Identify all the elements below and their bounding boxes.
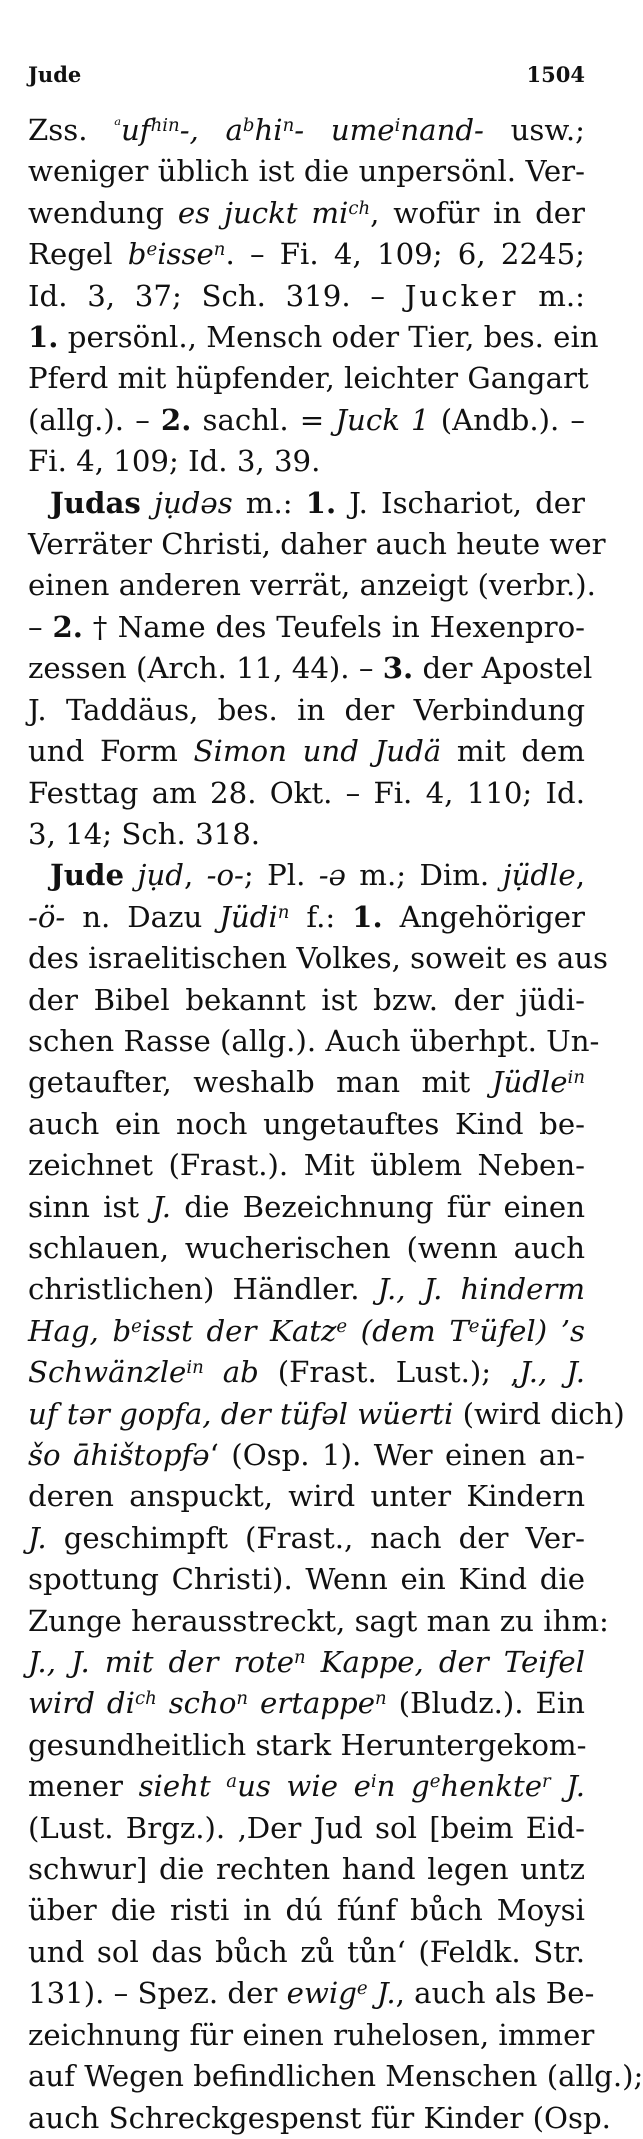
text-segment: m.: (232, 485, 306, 520)
text-segment: Schwänzle (28, 1355, 187, 1390)
text-segment: , (575, 858, 585, 893)
text-segment: getaufter, weshalb man mit (28, 1065, 492, 1100)
superscript: hin (150, 114, 180, 136)
text-line (28, 234, 585, 275)
text-line (28, 317, 599, 358)
text-segment: J. Ischariot, der (336, 485, 585, 520)
text-line (28, 607, 585, 648)
text-line (28, 1559, 585, 1600)
text-segment: J., J. mit der rote (28, 1645, 294, 1680)
superscript: e (429, 1771, 441, 1793)
text-segment: Pferd mit hüpfender, leichter Gangart (28, 361, 589, 396)
text-segment: - ume (294, 113, 395, 147)
text-segment: jụdəs (153, 485, 233, 520)
text-segment: uf (120, 113, 151, 147)
text-segment: 2. (160, 402, 192, 437)
text-segment: n. Dazu (65, 899, 220, 934)
text-segment: Jucker (404, 278, 519, 313)
superscript: ch (134, 1688, 157, 1710)
text-line (28, 897, 585, 938)
text-segment (124, 858, 137, 892)
text-segment: ‘ (Osp. 1). Wer einen an- (209, 1438, 585, 1472)
text-segment: über die risti in dú fúnf bůch Moysi (28, 1893, 585, 1928)
superscript: e (336, 1315, 348, 1337)
text-line (28, 441, 585, 482)
text-segment: usw.; (483, 113, 585, 147)
text-segment: – (28, 609, 53, 644)
superscript: a (226, 1771, 238, 1793)
text-line (28, 1021, 600, 1062)
text-segment: (allg.). – (28, 402, 161, 437)
text-segment: wendung (28, 195, 178, 230)
text-line (28, 193, 585, 234)
text-line (28, 1973, 595, 2014)
text-segment: . – Fi. 4, 109; 6, 2245; (225, 237, 585, 272)
text-segment: J., J. (519, 1355, 585, 1390)
text-segment: schwur] die rechten hand legen untz (28, 1852, 585, 1887)
text-segment: deren anspuckt, wird unter Kindern (28, 1479, 585, 1514)
text-segment: a (225, 113, 243, 147)
text-segment: sieht (138, 1769, 227, 1804)
page-number: 1504 (526, 62, 585, 87)
text-segment: isst der Katz (141, 1313, 337, 1348)
text-segment: sachl. = (191, 402, 336, 437)
text-segment: Id. 3, 37; Sch. 319. – (28, 278, 405, 313)
text-segment: weniger üblich ist die unpersönl. Ver- (28, 154, 585, 189)
text-line (28, 690, 585, 731)
text-line (28, 276, 585, 317)
text-line (28, 814, 585, 855)
superscript: ᵃ (114, 114, 121, 136)
text-segment: und sol das bůch zů tůn‘ (Feldk. Str. (28, 1934, 585, 1969)
text-segment: geschimpft (Frast., nach der Ver- (46, 1520, 585, 1555)
text-segment: Judas (50, 485, 141, 520)
text-segment: 1. (28, 320, 59, 355)
text-line (28, 1766, 585, 1807)
text-line (28, 855, 585, 896)
text-line (28, 483, 585, 524)
text-segment: der Apostel (413, 651, 593, 686)
superscript: n (282, 114, 295, 136)
superscript: r (542, 1771, 551, 1793)
superscript: n (277, 901, 290, 923)
text-line (28, 1311, 585, 1352)
text-segment: auf Wegen befindlichen Menschen (allg.); (28, 2059, 643, 2094)
text-segment: mener (28, 1769, 139, 1804)
text-segment: 2. (52, 609, 83, 644)
text-segment: 3, 14; Sch. 318. (28, 816, 261, 851)
text-line (28, 565, 596, 606)
text-segment: scho (156, 1686, 237, 1721)
text-segment: schlauen, wucherischen (wenn auch (28, 1230, 585, 1265)
text-line (28, 1145, 585, 1186)
text-segment: Regel (28, 237, 128, 272)
text-line (28, 1062, 585, 1103)
text-segment: uf tər gopfa, der tüfəl wüerti (28, 1396, 454, 1431)
text-segment: (wird dich) (453, 1396, 625, 1431)
text-segment: wird di (28, 1686, 135, 1721)
text-line (28, 648, 593, 689)
text-segment: 131). – Spez. der (28, 1976, 287, 2011)
text-segment: J. Taddäus, bes. in der Verbindung (28, 692, 585, 727)
text-segment: und Form (28, 734, 194, 769)
text-segment: n g (376, 1769, 430, 1804)
text-segment: (Lust. Brgz.). ‚Der Jud sol [beim Eid- (28, 1810, 585, 1845)
text-line (28, 1228, 585, 1269)
text-segment: sinn ist (28, 1189, 153, 1224)
text-line (28, 400, 585, 441)
superscript: n (294, 1646, 306, 1668)
text-line (28, 773, 585, 814)
text-segment: J. (28, 1520, 47, 1555)
running-head (28, 62, 585, 87)
text-segment: Festtag am 28. Okt. – Fi. 4, 110; Id. (28, 775, 585, 810)
superscript: in (186, 1357, 204, 1379)
text-segment: auch Schreckgespenst für Kinder (Osp. (28, 2100, 611, 2135)
text-segment: m.; Dim. (345, 858, 503, 893)
text-line (28, 1104, 585, 1145)
entry-text (28, 110, 643, 2139)
text-segment: Angehöriger (382, 899, 586, 934)
text-segment: christlichen) Händler. (28, 1272, 378, 1307)
text-line (28, 151, 585, 192)
text-segment: 3. (382, 651, 414, 686)
text-line (28, 1849, 585, 1890)
text-segment: Fi. 4, 109; Id. 3, 39. (28, 444, 321, 479)
text-segment: es juckt mi (177, 195, 349, 230)
text-segment: ertappe (248, 1686, 375, 1721)
superscript: i (394, 114, 401, 136)
text-line (28, 358, 589, 399)
text-segment: ewig (286, 1976, 357, 2011)
text-segment: 1. (305, 485, 337, 520)
text-line (28, 1269, 585, 1310)
superscript: e (131, 1315, 142, 1337)
text-line (28, 1476, 585, 1517)
text-segment: nand- (400, 113, 484, 147)
text-segment: -, (179, 113, 226, 147)
superscript: i (370, 1771, 377, 1793)
superscript: n (213, 239, 226, 261)
text-line (28, 1352, 585, 1393)
text-segment: ab (203, 1355, 259, 1390)
text-segment: -ö- (28, 899, 66, 934)
text-segment: hi (254, 113, 283, 147)
text-segment (141, 486, 154, 520)
text-line (28, 1394, 625, 1435)
running-headword: Jude (28, 62, 82, 87)
text-segment: zeichnet (Frast.). Mit üblem Neben- (28, 1148, 585, 1183)
text-line (28, 1601, 609, 1642)
text-line (28, 2098, 611, 2139)
text-segment: üfel) ’s (479, 1313, 585, 1348)
text-segment: -o- (206, 858, 244, 893)
text-segment: gesundheitlich stark Heruntergekom- (28, 1727, 587, 1762)
text-segment: zeichnung für einen ruhelosen, immer (28, 2017, 595, 2052)
text-line (28, 110, 585, 151)
superscript: b (242, 114, 255, 136)
text-line (28, 1932, 585, 1973)
text-line (28, 731, 585, 772)
text-segment: Zss. (28, 113, 115, 147)
text-segment: J. (152, 1189, 172, 1224)
text-segment: J. (550, 1769, 585, 1804)
text-segment: Kappe, der Teifel (305, 1645, 585, 1680)
text-segment: Jude (50, 858, 125, 893)
text-segment: (dem T (347, 1313, 469, 1348)
text-segment: (Frast. Lust.); ‚ (258, 1355, 520, 1390)
text-line (28, 1642, 585, 1683)
text-line (28, 2015, 595, 2056)
text-segment: mit dem (441, 734, 585, 769)
text-segment: f.: (289, 899, 353, 934)
text-segment: die Bezeichnung für einen (171, 1189, 585, 1224)
text-segment: Hag, b (28, 1313, 132, 1348)
text-segment: † Name des Teufels in Hexenpro- (82, 609, 586, 644)
text-segment: persönl., Mensch oder Tier, bes. ein (58, 320, 599, 355)
text-segment: Zunge herausstreckt, sagt man zu ihm: (28, 1603, 609, 1638)
text-segment: , wofür in der (370, 195, 586, 230)
text-line (28, 1808, 585, 1849)
text-segment: Verräter Christi, daher auch heute wer (28, 527, 606, 562)
text-segment: m.: (518, 278, 585, 313)
superscript: n (236, 1688, 249, 1710)
text-segment: henkte (440, 1769, 543, 1804)
text-line (28, 1518, 585, 1559)
superscript: e (468, 1315, 480, 1337)
text-segment: spottung Christi). Wenn ein Kind die (28, 1562, 585, 1597)
superscript: e (356, 1978, 368, 2000)
text-line (28, 1725, 585, 1766)
text-segment: jụ̈dle (502, 858, 576, 893)
text-segment: 1. (352, 899, 383, 934)
text-segment: us wie e (237, 1769, 371, 1804)
text-segment: zessen (Arch. 11, 44). – (28, 651, 383, 686)
superscript: e (146, 239, 158, 261)
text-segment: ; Pl. (243, 858, 319, 893)
text-line (28, 1890, 585, 1931)
text-segment: -ə (318, 858, 346, 893)
text-segment: auch ein noch ungetauftes Kind be- (28, 1106, 585, 1141)
superscript: n (375, 1688, 387, 1710)
text-segment: des israelitischen Volkes, soweit es aus (28, 941, 609, 976)
text-segment: (Andb.). – (429, 402, 585, 437)
text-segment: einen anderen verrät, anzeigt (verbr.). (28, 568, 596, 603)
text-segment: , auch als Be- (395, 1976, 595, 2011)
text-segment: isse (157, 237, 214, 272)
text-segment: J. (367, 1976, 396, 2011)
text-segment: der Bibel bekannt ist bzw. der jüdi- (28, 982, 585, 1017)
text-segment: schen Rasse (allg.). Auch überhpt. Un- (28, 1023, 600, 1058)
text-segment: jụd (137, 858, 184, 893)
text-segment: b (127, 237, 147, 272)
text-line (28, 524, 606, 565)
text-line (28, 1435, 585, 1476)
text-segment: šo āhištopfə (28, 1438, 210, 1472)
text-line (28, 2056, 643, 2097)
text-segment: J., J. hinderm (377, 1272, 585, 1307)
text-line (28, 938, 609, 979)
text-segment: Juck 1 (335, 402, 430, 437)
text-line (28, 980, 585, 1021)
superscript: ch (348, 197, 371, 219)
text-line (28, 1683, 585, 1724)
text-segment: Jüdle (491, 1065, 568, 1100)
text-segment: Simon und Judä (193, 734, 442, 769)
superscript: in (567, 1067, 585, 1089)
text-segment: (Bludz.). Ein (386, 1686, 585, 1721)
text-segment: Jüdi (219, 899, 278, 934)
text-line (28, 1187, 585, 1228)
text-segment: , (183, 858, 207, 893)
